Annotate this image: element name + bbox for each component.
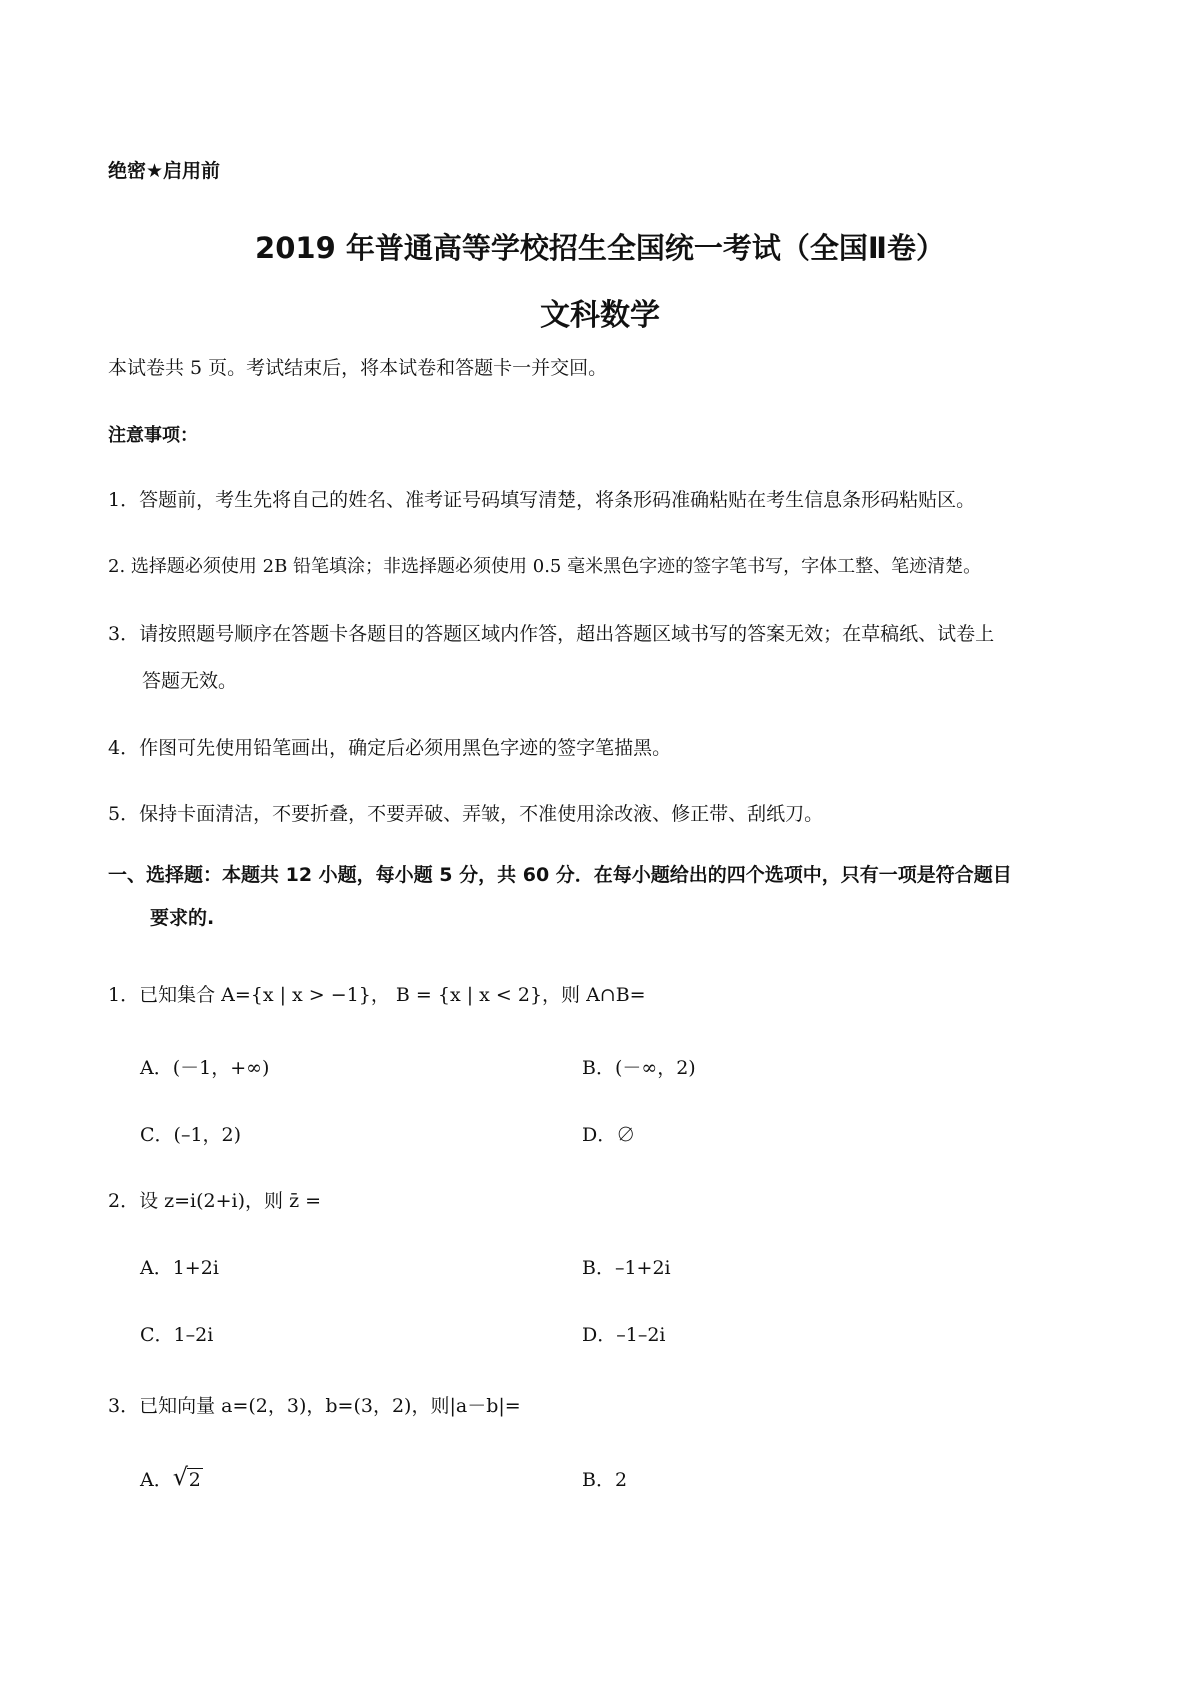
question-3-option-a-radicand: 2 xyxy=(188,1469,201,1491)
question-3-option-a xyxy=(140,1465,203,1492)
exam-subject: 文科数学 xyxy=(540,298,660,333)
question-3-option-b: B．2 xyxy=(582,1469,628,1491)
exam-title: 2019 年普通高等学校招生全国统一考试（全国Ⅱ卷） xyxy=(255,231,945,265)
question-2-option-a: A．1+2i xyxy=(140,1257,219,1279)
notice-item-3-continuation: 答题无效。 xyxy=(142,670,238,692)
question-3-option-a-label: A． xyxy=(140,1469,173,1491)
question-1-option-a: A．(－1，+∞) xyxy=(140,1057,270,1079)
notice-item-5: 5．保持卡面清洁，不要折叠，不要弄破、弄皱，不准使用涂改液、修正带、刮纸刀。 xyxy=(108,803,824,825)
notice-item-1: 1．答题前，考生先将自己的姓名、准考证号码填写清楚，将条形码准确粘贴在考生信息条形码粘贴区。 xyxy=(108,489,976,511)
question-1-option-c: C．(–1，2) xyxy=(140,1124,242,1146)
question-2-option-b: B．–1+2i xyxy=(582,1257,671,1279)
intro-text: 本试卷共 5 页。考试结束后，将本试卷和答题卡一并交回。 xyxy=(108,357,608,379)
square-root-icon: √ 2 xyxy=(172,1463,201,1491)
notice-item-4: 4．作图可先使用铅笔画出，确定后必须用黑色字迹的签字笔描黑。 xyxy=(108,737,672,759)
notice-item-2: 2. 选择题必须使用 2B 铅笔填涂；非选择题必须使用 0.5 毫米黑色字迹的签字笔书写，字体工整、笔迹清楚。 xyxy=(108,556,982,577)
section-heading: 一、选择题：本题共 12 小题，每小题 5 分，共 60 分．在每小题给出的四个选项中，只有一项是符合题目 xyxy=(108,864,1012,886)
question-2-option-c: C．1–2i xyxy=(140,1324,214,1346)
notice-item-3: 3．请按照题号顺序在答题卡各题目的答题区域内作答，超出答题区域书写的答案无效；在草稿纸、试卷上 xyxy=(108,623,995,645)
notice-heading: 注意事项： xyxy=(108,425,198,446)
question-3-stem: 3．已知向量 a=(2，3)，b=(3，2)，则|a－b|= xyxy=(108,1395,521,1417)
question-2-stem: 2．设 z=i(2+i)，则 z̄ = xyxy=(108,1190,322,1212)
confidential-mark: 绝密★启用前 xyxy=(108,160,221,182)
question-1-option-b: B．(－∞，2) xyxy=(582,1057,696,1079)
section-heading-continuation: 要求的. xyxy=(150,907,215,929)
question-1-option-d: D．∅ xyxy=(582,1124,636,1146)
question-1-stem: 1．已知集合 A={x | x > −1}， B = {x | x < 2}，则 A∩B= xyxy=(108,984,646,1006)
question-2-option-d: D．–1–2i xyxy=(582,1324,666,1346)
